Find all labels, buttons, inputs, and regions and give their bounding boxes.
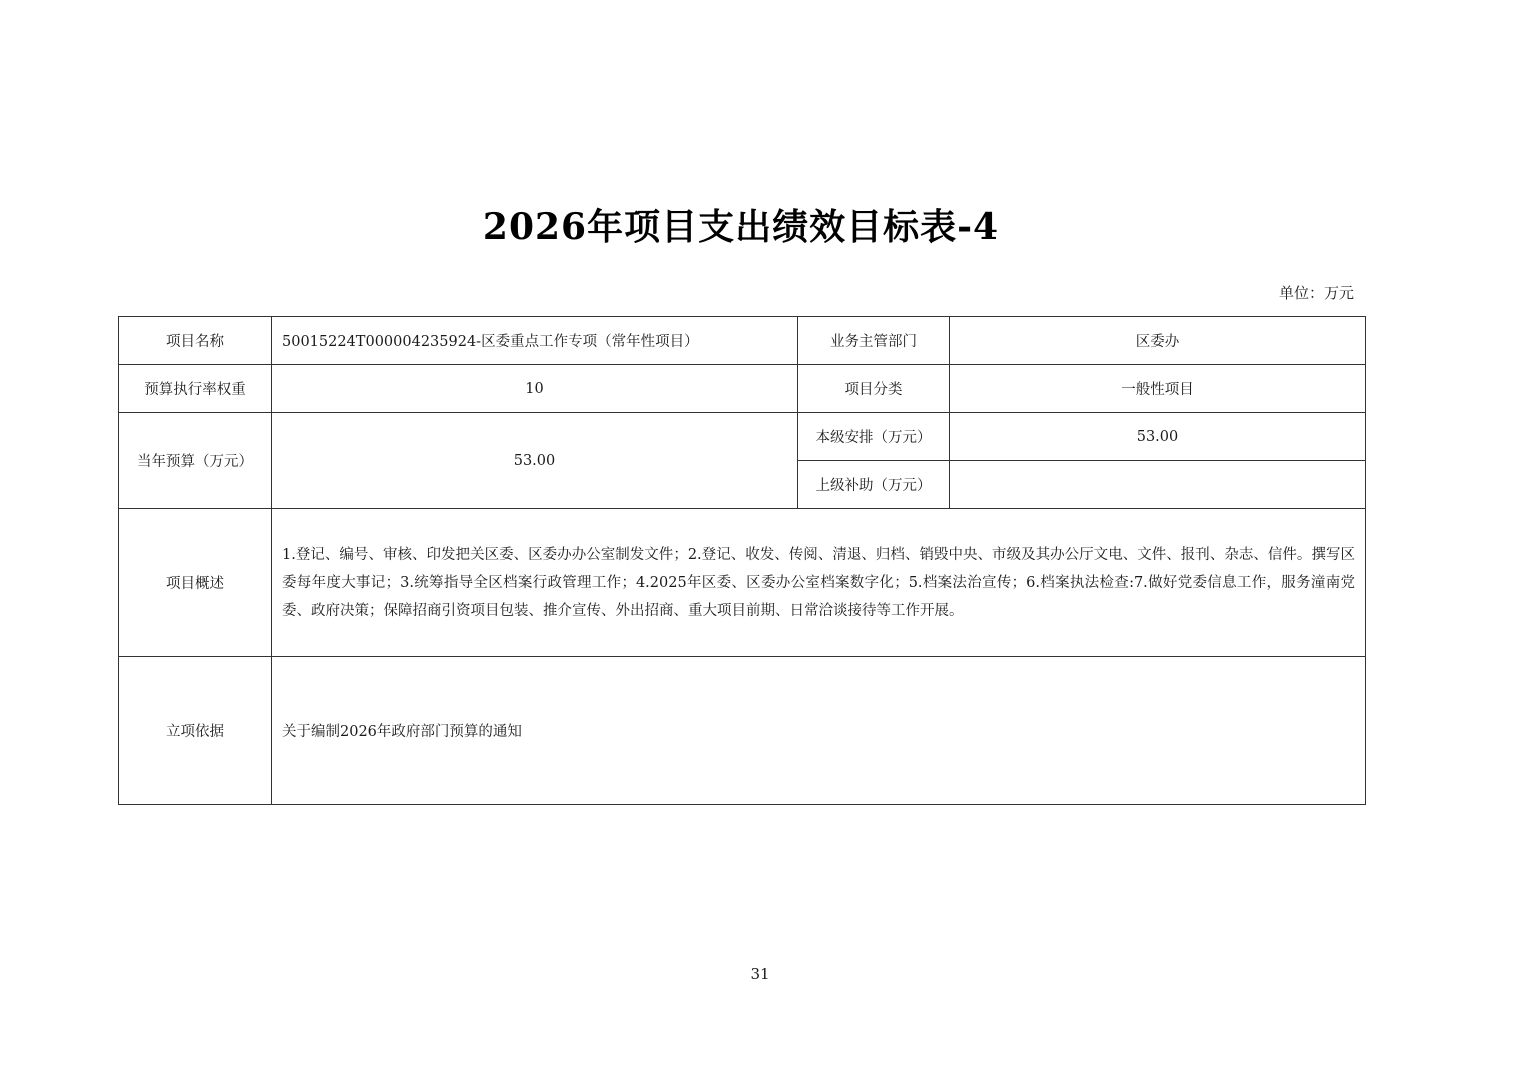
budget-value: 53.00: [272, 413, 798, 509]
dept-label: 业务主管部门: [798, 317, 950, 365]
unit-label: 单位：万元: [1278, 284, 1354, 302]
table-row: [119, 413, 1366, 461]
basis-label: 立项依据: [119, 657, 272, 805]
basis-value: 关于编制2026年政府部门预算的通知: [272, 657, 1366, 805]
overview-label: 项目概述: [119, 509, 272, 657]
upper-value: [950, 461, 1366, 509]
budget-label: 当年预算（万元）: [119, 413, 272, 509]
exec-weight-label: 预算执行率权重: [119, 365, 272, 413]
project-name-value: 50015224T000004235924-区委重点工作专项（常年性项目）: [272, 317, 798, 365]
page-number: 31: [750, 965, 770, 983]
upper-label: 上级补助（万元）: [798, 461, 950, 509]
page-title: 2026年项目支出绩效目标表-4: [482, 206, 1000, 248]
category-value: 一般性项目: [950, 365, 1366, 413]
project-name-label: 项目名称: [119, 317, 272, 365]
exec-weight-value: 10: [272, 365, 798, 413]
local-value: 53.00: [950, 413, 1366, 461]
local-label: 本级安排（万元）: [798, 413, 950, 461]
table-row: [119, 365, 1366, 413]
table-row: [119, 509, 1366, 657]
table-row: [119, 317, 1366, 365]
overview-value: 1.登记、编号、审核、印发把关区委、区委办办公室制发文件；2.登记、收发、传阅、清退、归档、销毁中央、市级及其办公厅文电、文件、报刊、杂志、信件。撰写区委每年度大事记；3.统筹指导全区档案行政管理工作；4.2025年区委、区委办公室档案数字化；5.档案法治宣传；6.档案执法检查:7.做好党委信息工作，服务潼南党委、政府决策；保障招商引资项目包装、推介宣传、外出招商、重大项目前期、日常洽谈接待等工作开展。: [272, 509, 1366, 657]
performance-table: [118, 316, 1366, 805]
dept-value: 区委办: [950, 317, 1366, 365]
table-row: [119, 657, 1366, 805]
category-label: 项目分类: [798, 365, 950, 413]
